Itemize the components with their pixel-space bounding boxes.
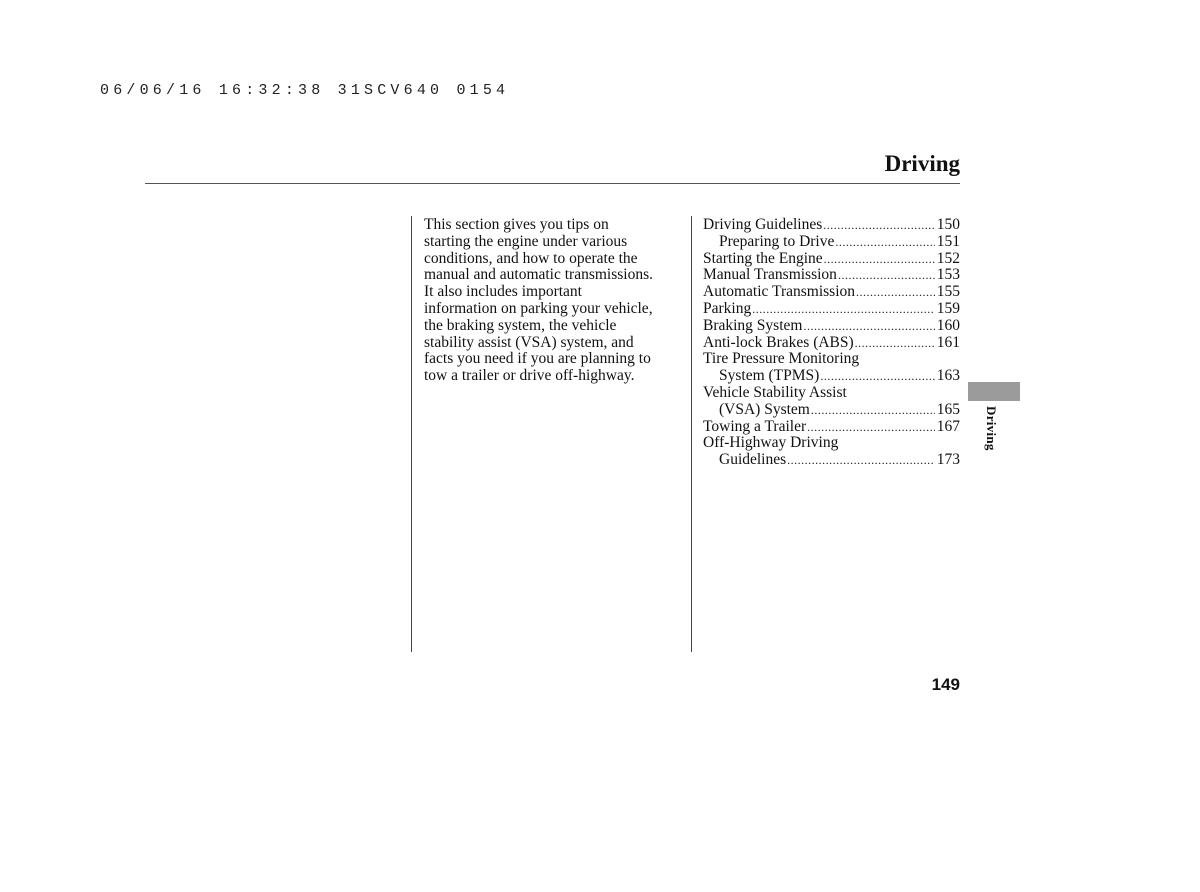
intro-paragraph bbox=[424, 217, 686, 385]
toc-entry bbox=[703, 234, 960, 251]
side-section-label: Driving bbox=[984, 406, 999, 451]
table-of-contents bbox=[703, 217, 960, 469]
toc-entry-label: Parking bbox=[703, 299, 752, 317]
toc-entry-label: Anti-lock Brakes (ABS) bbox=[703, 333, 854, 351]
section-tab bbox=[968, 382, 1020, 401]
toc-leader-dots bbox=[811, 402, 935, 419]
toc-entry-label: System (TPMS) bbox=[719, 367, 820, 385]
intro-line: tow a trailer or drive off-highway. bbox=[424, 367, 635, 385]
intro-line: manual and automatic transmissions. bbox=[424, 266, 654, 284]
toc-leader-dots bbox=[823, 217, 935, 234]
toc-entry-page: 163 bbox=[936, 367, 960, 385]
toc-leader-dots bbox=[824, 251, 935, 268]
toc-entry-label: Vehicle Stability Assist bbox=[703, 383, 847, 401]
toc-leader-dots bbox=[838, 267, 935, 284]
toc-entry-label: Manual Transmission bbox=[703, 266, 837, 284]
toc-entry-page: 165 bbox=[936, 400, 960, 418]
toc-entry bbox=[703, 318, 960, 335]
toc-leader-dots bbox=[807, 419, 935, 436]
toc-entry-page: 153 bbox=[936, 266, 960, 284]
toc-entry-page: 152 bbox=[936, 249, 960, 267]
intro-line: It also includes important bbox=[424, 283, 582, 301]
toc-entry-page: 173 bbox=[936, 451, 960, 469]
toc-entry-page: 155 bbox=[936, 283, 960, 301]
toc-entry-label: Tire Pressure Monitoring bbox=[703, 350, 860, 368]
section-title: Driving bbox=[884, 151, 960, 176]
intro-line: This section gives you tips on bbox=[424, 216, 609, 233]
toc-entry bbox=[703, 452, 960, 469]
toc-entry bbox=[703, 251, 960, 268]
toc-entry bbox=[703, 335, 960, 352]
toc-entry-label: Driving Guidelines bbox=[703, 216, 823, 233]
toc-entry bbox=[703, 351, 960, 368]
intro-line: conditions, and how to operate the bbox=[424, 249, 638, 267]
intro-line: starting the engine under various bbox=[424, 232, 628, 250]
toc-entry-page: 167 bbox=[936, 417, 960, 435]
toc-entry-page: 159 bbox=[936, 299, 960, 317]
intro-line: stability assist (VSA) system, and bbox=[424, 333, 634, 351]
toc-entry bbox=[703, 419, 960, 436]
toc-entry bbox=[703, 267, 960, 284]
toc-entry bbox=[703, 368, 960, 385]
toc-leader-dots bbox=[820, 368, 934, 385]
toc-entry bbox=[703, 301, 960, 318]
toc-entry-page: 161 bbox=[936, 333, 960, 351]
toc-entry-label: (VSA) System bbox=[719, 400, 810, 418]
column-divider-right bbox=[691, 216, 692, 652]
toc-leader-dots bbox=[787, 452, 935, 469]
toc-leader-dots bbox=[803, 318, 934, 335]
toc-entry bbox=[703, 217, 960, 234]
toc-entry bbox=[703, 284, 960, 301]
intro-line: the braking system, the vehicle bbox=[424, 316, 617, 334]
toc-entry-label: Braking System bbox=[703, 316, 803, 334]
toc-entry-label: Off-Highway Driving bbox=[703, 434, 839, 452]
intro-line: information on parking your vehicle, bbox=[424, 299, 653, 317]
toc-entry-label: Preparing to Drive bbox=[719, 232, 835, 250]
toc-entry bbox=[703, 435, 960, 452]
toc-entry-label: Towing a Trailer bbox=[703, 417, 807, 435]
intro-line: facts you need if you are planning to bbox=[424, 350, 651, 368]
toc-leader-dots bbox=[855, 335, 935, 352]
toc-entry-label: Automatic Transmission bbox=[703, 283, 856, 301]
column-divider-left bbox=[411, 216, 412, 652]
header-rule bbox=[145, 183, 960, 184]
toc-leader-dots bbox=[856, 284, 935, 301]
toc-leader-dots bbox=[835, 234, 934, 251]
toc-entry-page: 160 bbox=[936, 316, 960, 334]
page-number: 149 bbox=[931, 675, 960, 694]
toc-entry-page: 151 bbox=[936, 232, 960, 250]
print-timestamp: 06/06/16 16:32:38 31SCV640 0154 bbox=[100, 82, 510, 99]
toc-leader-dots bbox=[752, 301, 935, 318]
toc-entry-page: 150 bbox=[936, 216, 960, 233]
toc-entry-label: Guidelines bbox=[719, 451, 787, 469]
toc-entry bbox=[703, 402, 960, 419]
toc-entry bbox=[703, 385, 960, 402]
toc-entry-label: Starting the Engine bbox=[703, 249, 823, 267]
